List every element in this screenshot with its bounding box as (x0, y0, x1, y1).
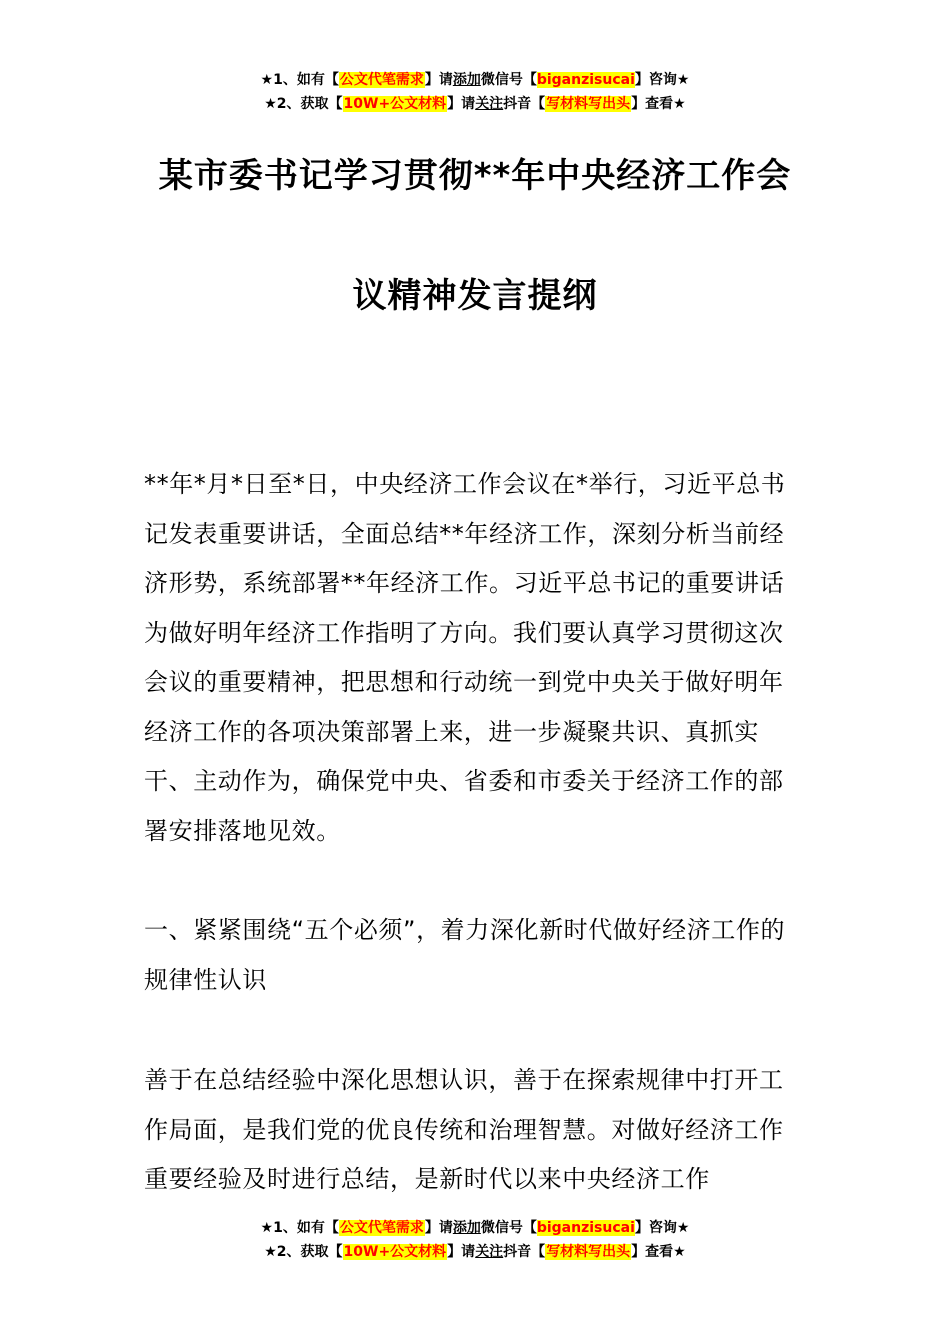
section-heading-text: 一、紧紧围绕“五个必须”，着力深化新时代做好经济工作的规律性认识 (144, 916, 786, 994)
paragraph-text: **年*月*日至*日，中央经济工作会议在*举行，习近平总书记发表重要讲话，全面总结**年经济工作，深刻分析当前经济形势，系统部署**年经济工作。习近平总书记的重要讲话为做好明年经济工作指明了方向。我们要认真学习贯彻这次会议的重要精神，把思想和行动统一到党中央关于做好明年经济工作的各项决策部署上来，进一步凝聚共识、真抓实干、主动作为，确保党中央、省委和市委关于经济工作的部署安排落地见效。 (144, 470, 786, 845)
promo-text: 抖音【 (503, 96, 546, 112)
promo-douyin-id: 写材料写出头 (546, 1244, 631, 1260)
promo-text: 】咨询★ (634, 72, 690, 88)
promo-line-2 (0, 92, 950, 116)
paragraph-intro (144, 460, 808, 856)
promo-line-2 (0, 1240, 950, 1264)
paragraph-text: 善于在总结经验中深化思想认识，善于在探索规律中打开工作局面，是我们党的优良传统和治理智慧。对做好经济工作重要经验及时进行总结，是新时代以来中央经济工作 (144, 1066, 784, 1193)
paragraph-section-1 (144, 1056, 808, 1203)
promo-banner-bottom (0, 1216, 950, 1264)
promo-highlight: 公文代笔需求 (339, 1220, 424, 1236)
promo-line-1 (0, 68, 950, 92)
document-title-line-2: 议精神发言提纲 (352, 276, 598, 316)
promo-underline: 添加 (452, 1220, 481, 1236)
promo-text: 】查看★ (631, 1244, 686, 1260)
promo-text: 】请 (447, 96, 476, 112)
promo-highlight: 10W+公文材料 (343, 1244, 447, 1260)
promo-underline: 关注 (475, 96, 504, 112)
promo-text: ★2、获取【 (264, 1244, 343, 1260)
promo-text: 微信号【 (480, 72, 537, 88)
promo-line-1 (0, 1216, 950, 1240)
promo-text: 】请 (424, 72, 453, 88)
promo-banner-top (0, 68, 950, 116)
promo-underline: 关注 (475, 1244, 504, 1260)
promo-text: 抖音【 (503, 1244, 546, 1260)
promo-text: 】请 (447, 1244, 476, 1260)
promo-highlight: 公文代笔需求 (339, 72, 424, 88)
section-heading-1 (144, 906, 808, 1005)
promo-text: 】请 (424, 1220, 453, 1236)
promo-wechat-id: biganzisucai (536, 72, 635, 88)
promo-text: 】咨询★ (634, 1220, 690, 1236)
promo-text: ★2、获取【 (264, 96, 343, 112)
promo-text: 】查看★ (631, 96, 686, 112)
promo-douyin-id: 写材料写出头 (546, 96, 631, 112)
promo-wechat-id: biganzisucai (536, 1220, 635, 1236)
promo-highlight: 10W+公文材料 (343, 96, 447, 112)
promo-text: ★1、如有【 (260, 1220, 339, 1236)
promo-text: 微信号【 (480, 1220, 537, 1236)
document-title-line-1: 某市委书记学习贯彻**年中央经济工作会 (158, 156, 792, 196)
promo-underline: 添加 (452, 72, 481, 88)
promo-text: ★1、如有【 (260, 72, 339, 88)
